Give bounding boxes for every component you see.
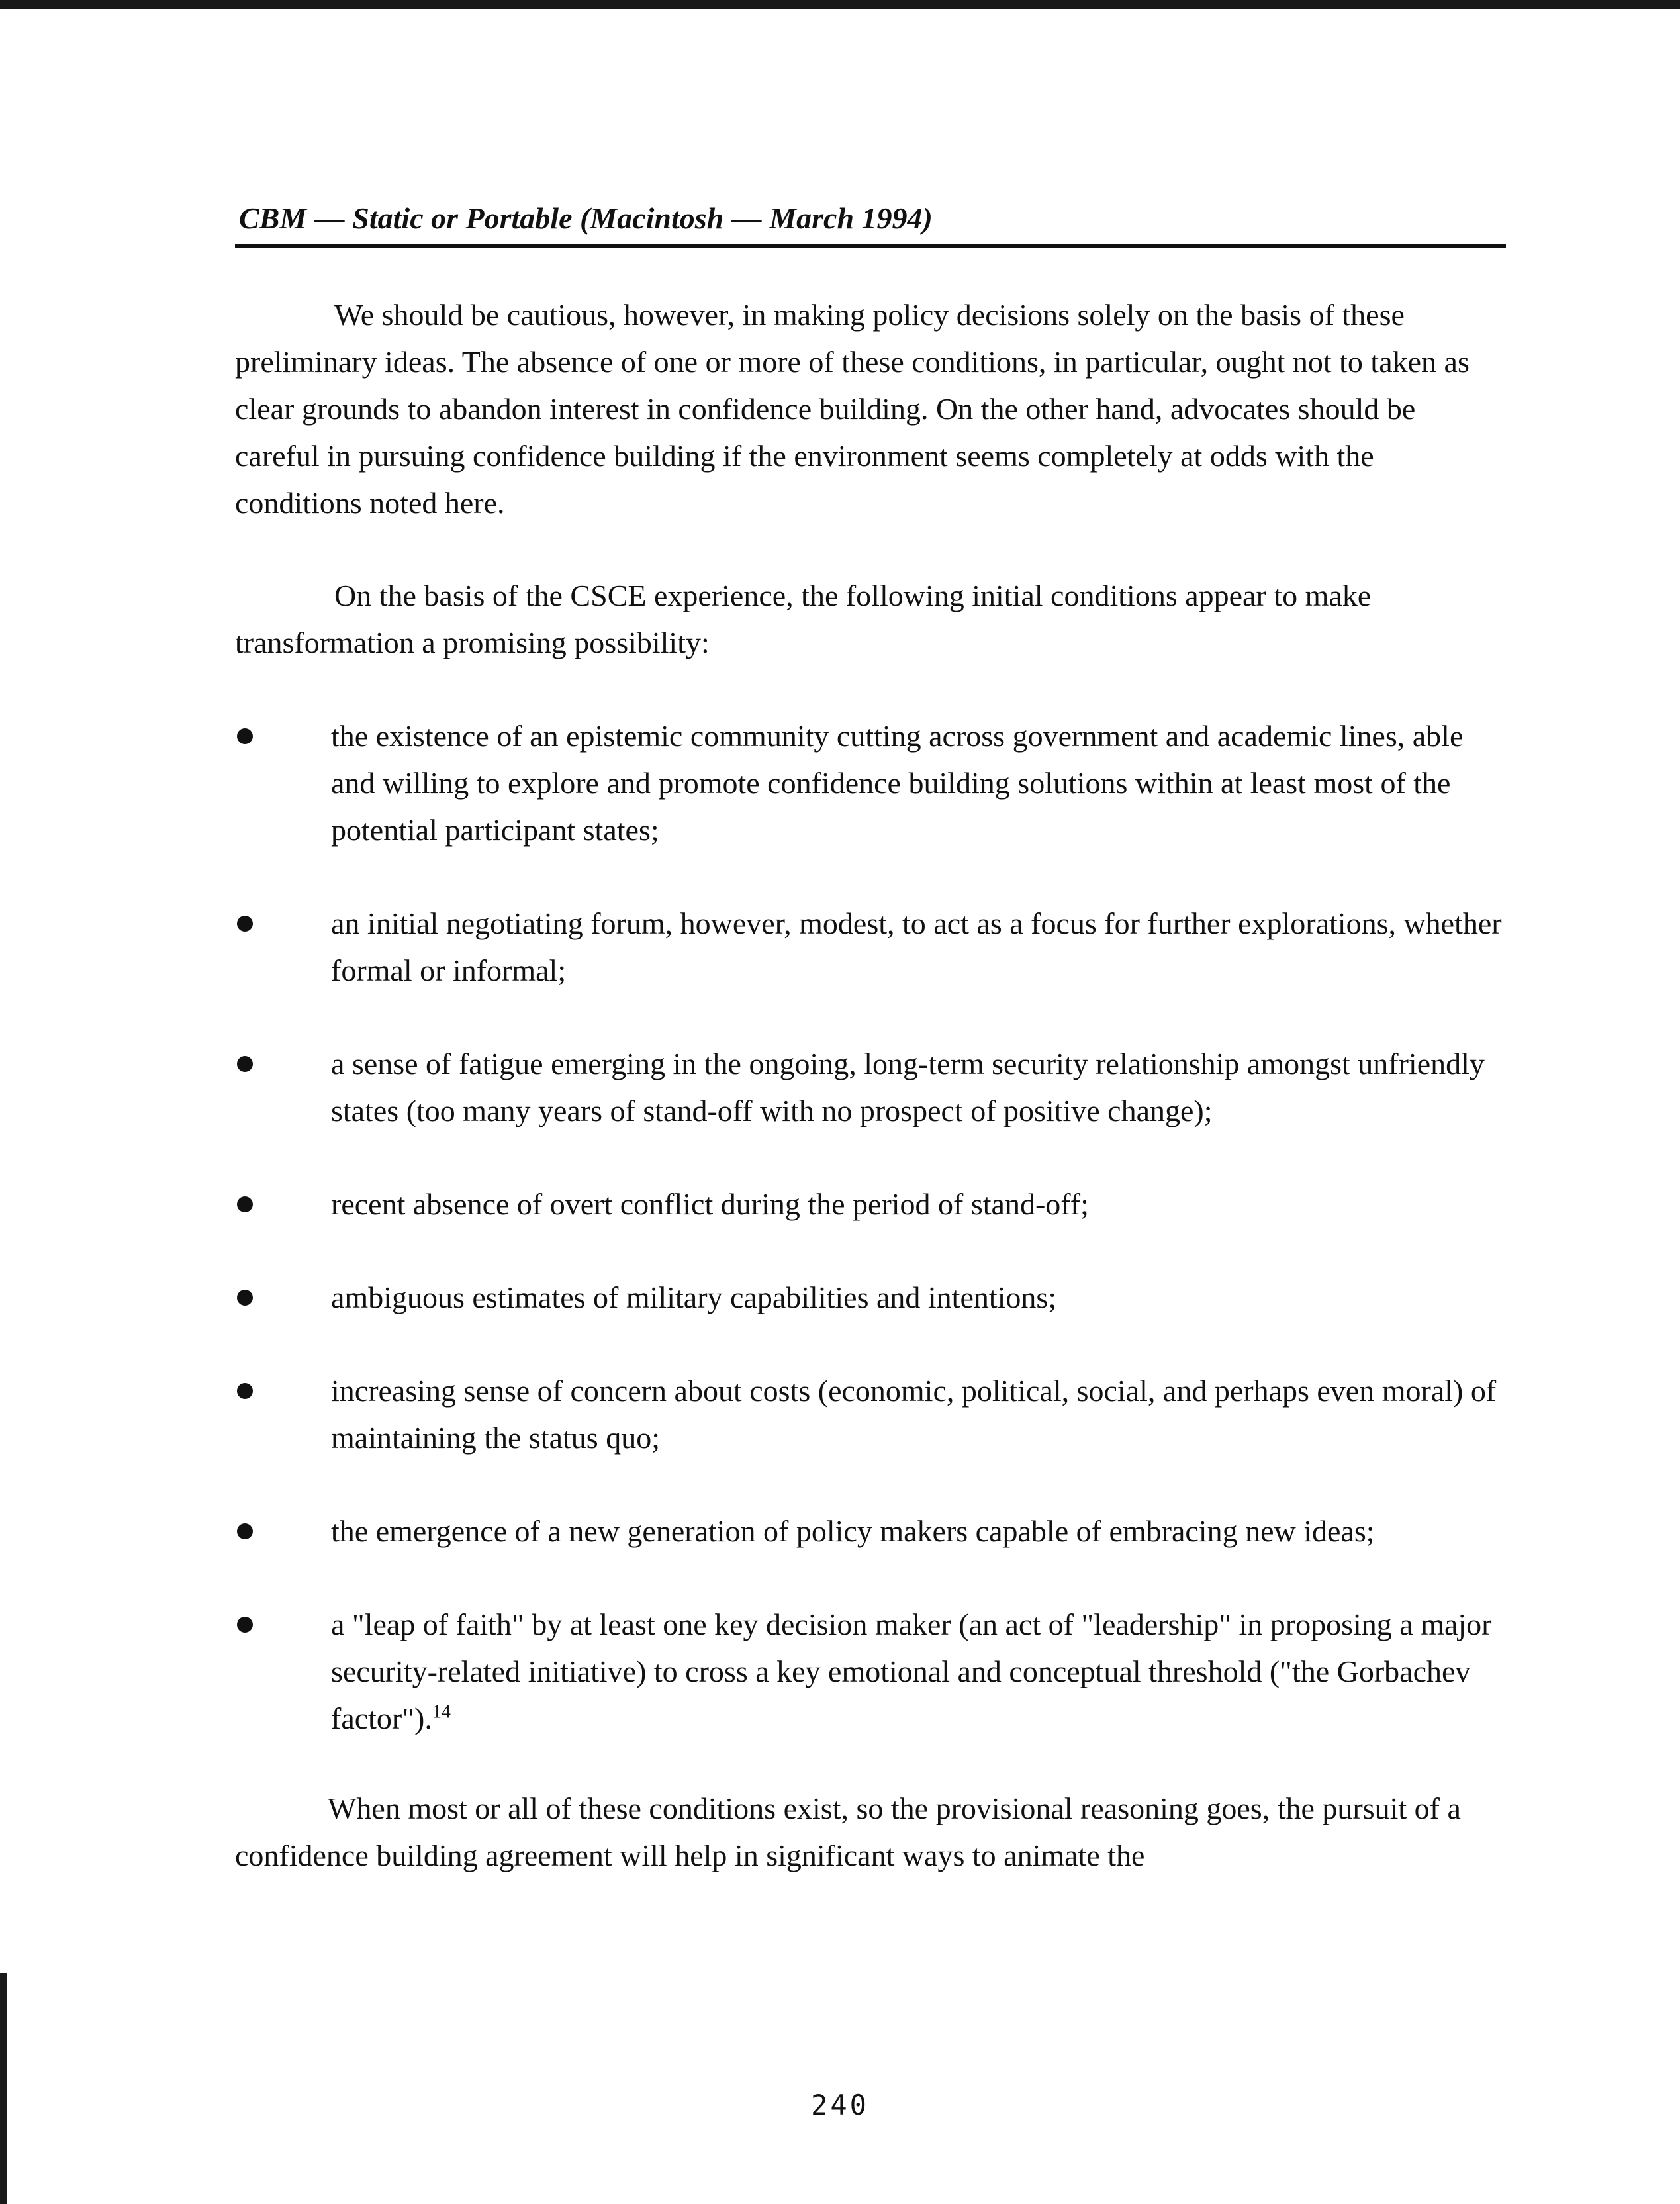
list-item-text: the existence of an epistemic community cutting across government and academic lines, able and willing to explore and promote confidence building solutions within at least most of the potential participant states; (331, 719, 1464, 847)
list-item (235, 1367, 1506, 1461)
list-item-text: a sense of fatigue emerging in the ongoing, long-term security relationship amongst unfriendly states (too many years of stand-off with no prospect of positive change); (331, 1047, 1485, 1127)
list-item (235, 900, 1506, 994)
list-item-text: a "leap of faith" by at least one key decision maker (an act of "leadership" in proposing a major security-related initiative) to cross a key emotional and conceptual threshold ("the Gorbachev factor"). (331, 1607, 1492, 1735)
body-paragraph-2: On the basis of the CSCE experience, the following initial conditions appear to make transformation a promising possibility: (235, 579, 1372, 659)
list-item-text: recent absence of overt conflict during the period of stand-off; (331, 1187, 1089, 1221)
list-item-text: the emergence of a new generation of policy makers capable of embracing new ideas; (331, 1514, 1375, 1548)
list-item-text: an initial negotiating forum, however, modest, to act as a focus for further explorations, whether formal or informal; (331, 906, 1502, 987)
list-item (235, 1274, 1506, 1321)
bullet-icon (237, 916, 253, 932)
running-head: CBM — Static or Portable (Macintosh — March 1994) (235, 199, 1506, 248)
body-paragraph-3: When most or all of these conditions exist, so the provisional reasoning goes, the pursuit of a confidence building agreement will help in significant ways to animate the (235, 1792, 1461, 1872)
conditions-list (235, 712, 1506, 1742)
list-item-text: increasing sense of concern about costs (economic, political, social, and perhaps even moral) of maintaining the status quo; (331, 1374, 1497, 1455)
list-item (235, 1180, 1506, 1227)
page-number: 240 (811, 2089, 869, 2121)
body-paragraph-1: We should be cautious, however, in making policy decisions solely on the basis of these preliminary ideas. The absence of one or more of these conditions, in particular, ought not to taken as clear grounds to abandon interest in confidence building. On the other hand, advocates should be careful in pursuing confidence building if the environment seems completely at odds with the conditions noted here. (235, 298, 1470, 520)
bullet-icon (237, 1056, 253, 1072)
bullet-icon (237, 1617, 253, 1633)
footnote-reference[interactable]: 14 (432, 1701, 451, 1723)
list-item (235, 1040, 1506, 1134)
bullet-icon (237, 1196, 253, 1212)
list-item (235, 712, 1506, 853)
list-item-text: ambiguous estimates of military capabilities and intentions; (331, 1280, 1057, 1314)
bullet-icon (237, 1523, 253, 1539)
bullet-icon (237, 728, 253, 744)
scan-top-edge (0, 0, 1680, 9)
list-item (235, 1508, 1506, 1555)
document-page (235, 199, 1506, 1879)
list-item (235, 1601, 1506, 1742)
bullet-icon (237, 1383, 253, 1399)
bullet-icon (237, 1290, 253, 1306)
